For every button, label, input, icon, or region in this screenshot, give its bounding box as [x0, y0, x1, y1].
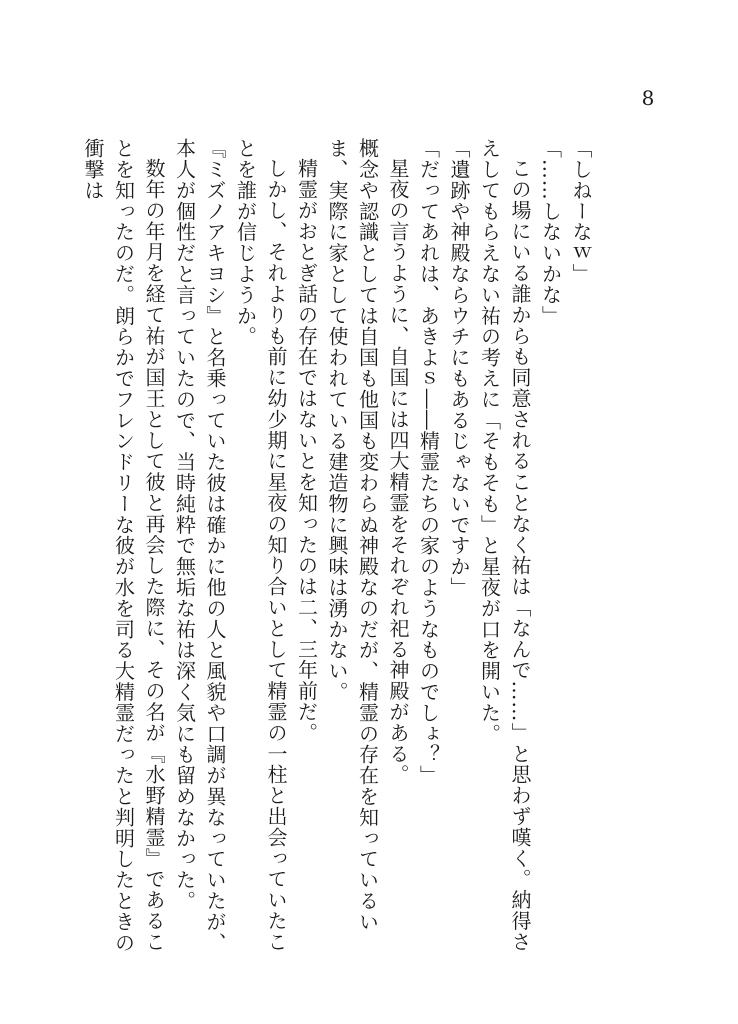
paragraph-6: 星夜の言うように、自国には四大精霊をそれぞれ祀る神殿がある。 [386, 158, 410, 785]
paragraph-10: 『ミズノアキヨシ』と名乗っていた彼は確かに他の人と風貌や口調が異なっていたが、本人が個性だと言っていたので、当時純粋で無垢な祐は深く気にも留めなかった。 [172, 138, 227, 954]
page-number: 8 [641, 86, 655, 110]
paragraph-9: しかし、それよりも前に幼少期に星夜の知り合いとして精霊の一柱と出会っていたことを誰が信じようか。 [233, 138, 288, 953]
paragraph-5: 「だってあれは、あきよｓ――精霊たちの家のようなものでしょ？」 [416, 138, 441, 786]
paragraph-3: この場にいる誰からも同意されることなく祐は「なんで……」と思わず嘆く。納得さえしてもらえない祐の考えに「そもそも」と星夜が口を開いた。 [477, 138, 532, 953]
paragraph-1: 「しねーなｗ」 [569, 138, 593, 285]
paragraph-11: 数年の年月を経て祐が国王として彼と再会した際に、その名が『水野精霊』であることを知ったのだ。朗らかでフレンドリーな彼が水を司る大精霊だったと判明したときの衝撃は [81, 138, 166, 954]
paragraph-2: 「……しないかな」 [538, 138, 563, 327]
paragraph-4: 「遺跡や神殿ならウチにもあるじゃないですか」 [447, 138, 471, 598]
paragraph-8: 精霊がおとぎ話の存在ではないとを知ったのは二、三年前だ。 [294, 158, 319, 744]
paragraph-7: 概念や認識としては自国も他国も変わらぬ神殿なのだが、精霊の存在を知っているいま、実際に家として使われている建造物に興味は湧かない。 [325, 138, 380, 933]
novel-text-body [81, 138, 596, 968]
